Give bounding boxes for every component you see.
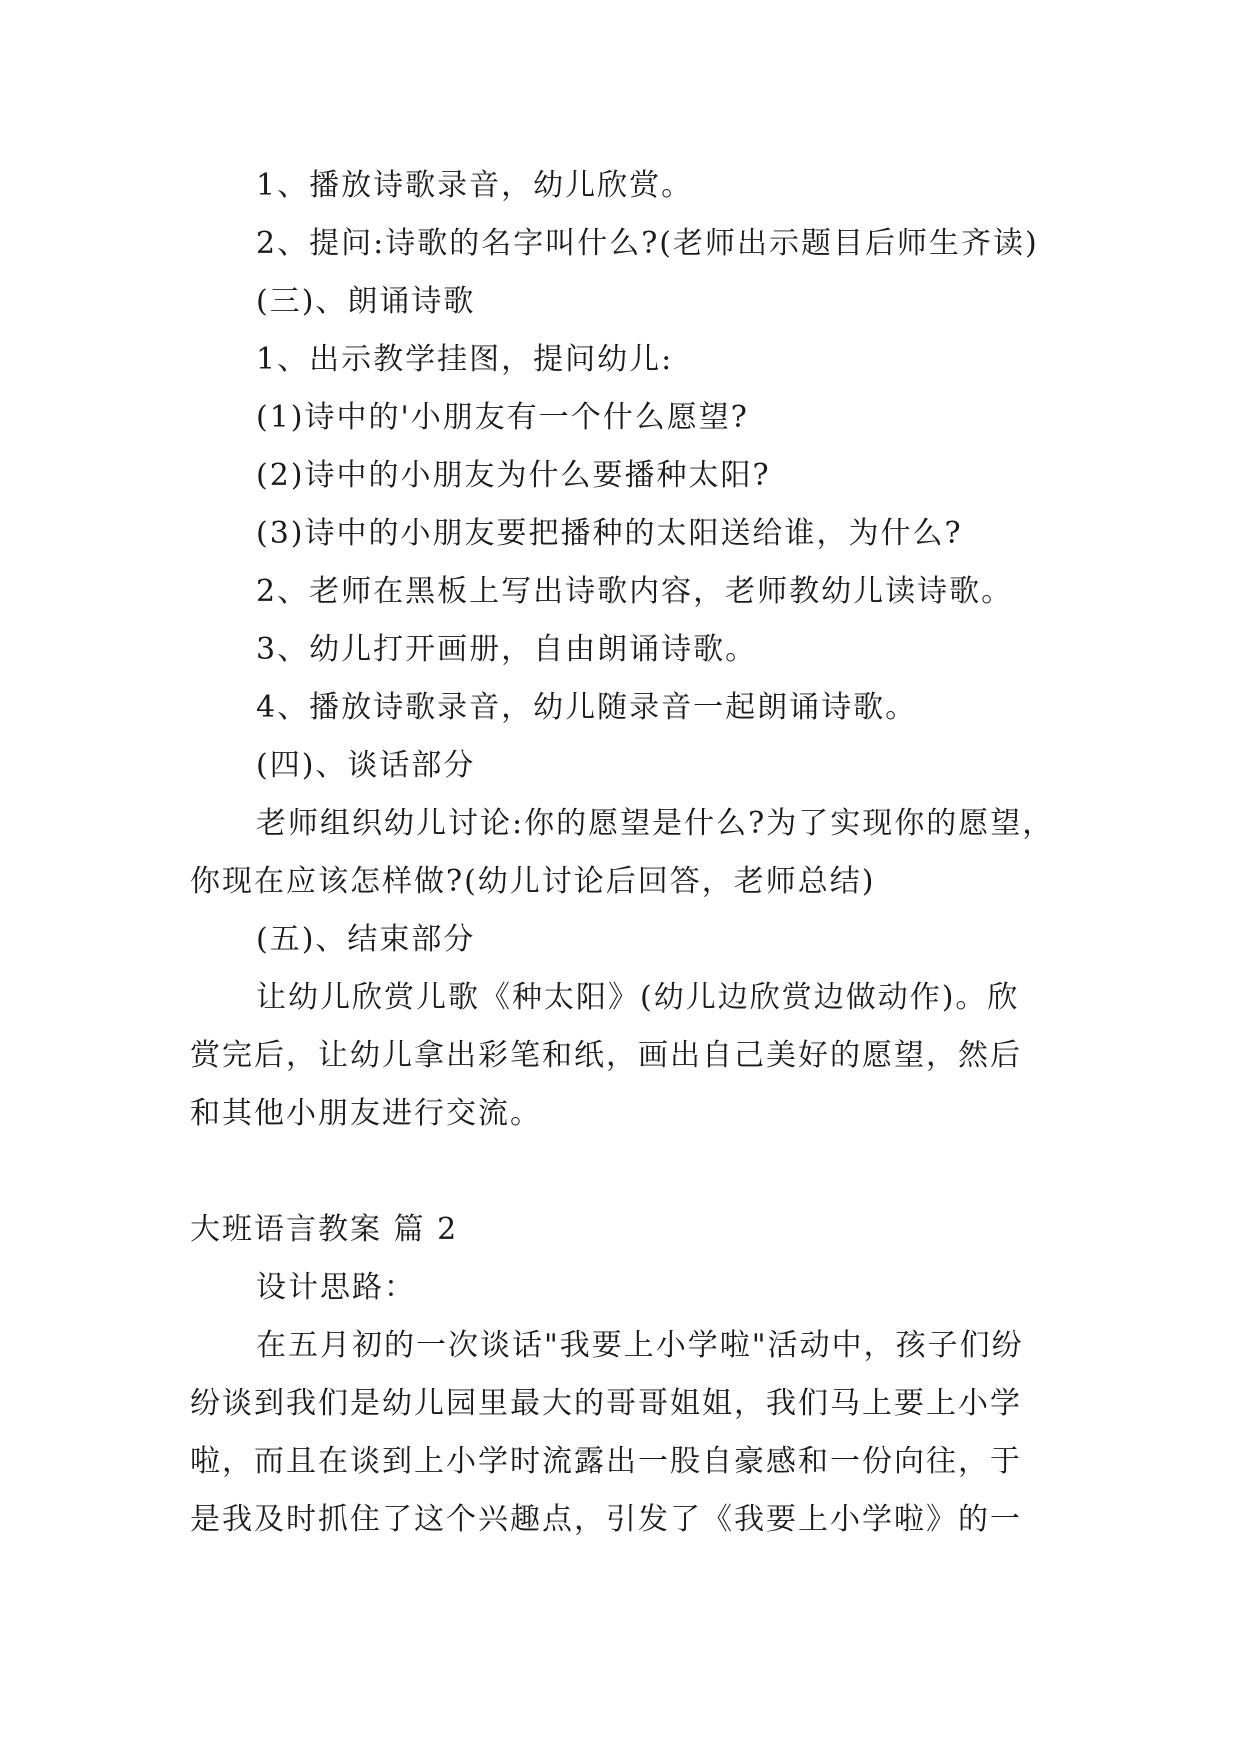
section-heading: (四)、谈话部分 — [256, 748, 476, 783]
text-line: 纷谈到我们是幼儿园里最大的哥哥姐姐，我们马上要上小学 — [190, 1386, 1022, 1421]
text-line: 2、提问:诗歌的名字叫什么?(老师出示题目后师生齐读) — [256, 226, 1039, 261]
text-line: 啦，而且在谈到上小学时流露出一股自豪感和一份向往，于 — [190, 1444, 1022, 1479]
text-line: (3)诗中的小朋友要把播种的太阳送给谁，为什么? — [256, 516, 963, 551]
text-line: 设计思路： — [256, 1270, 416, 1305]
text-line: 1、播放诗歌录音，幼儿欣赏。 — [256, 168, 694, 203]
text-line: 赏完后，让幼儿拿出彩笔和纸，画出自己美好的愿望，然后 — [190, 1038, 1022, 1073]
section-heading: (五)、结束部分 — [256, 922, 476, 957]
section-title: 大班语言教案 篇 2 — [190, 1212, 459, 1247]
text-line: 1、出示教学挂图，提问幼儿: — [256, 342, 674, 377]
text-line: (1)诗中的'小朋友有一个什么愿望? — [256, 400, 749, 435]
section-heading: (三)、朗诵诗歌 — [256, 284, 476, 319]
text-line: 3、幼儿打开画册，自由朗诵诗歌。 — [256, 632, 758, 667]
text-line: 老师组织幼儿讨论:你的愿望是什么?为了实现你的愿望， — [256, 806, 1055, 841]
text-line: 让幼儿欣赏儿歌《种太阳》(幼儿边欣赏边做动作)。欣 — [256, 980, 1020, 1015]
text-line: 4、播放诗歌录音，幼儿随录音一起朗诵诗歌。 — [256, 690, 918, 725]
text-line: 和其他小朋友进行交流。 — [190, 1096, 542, 1131]
text-line: 是我及时抓住了这个兴趣点，引发了《我要上小学啦》的一 — [190, 1502, 1022, 1537]
text-line: (2)诗中的小朋友为什么要播种太阳? — [256, 458, 771, 493]
text-line: 你现在应该怎样做?(幼儿讨论后回答，老师总结) — [190, 864, 876, 899]
text-line: 2、老师在黑板上写出诗歌内容，老师教幼儿读诗歌。 — [256, 574, 1014, 609]
text-line: 在五月初的一次谈话"我要上小学啦"活动中，孩子们纷 — [256, 1328, 1024, 1363]
